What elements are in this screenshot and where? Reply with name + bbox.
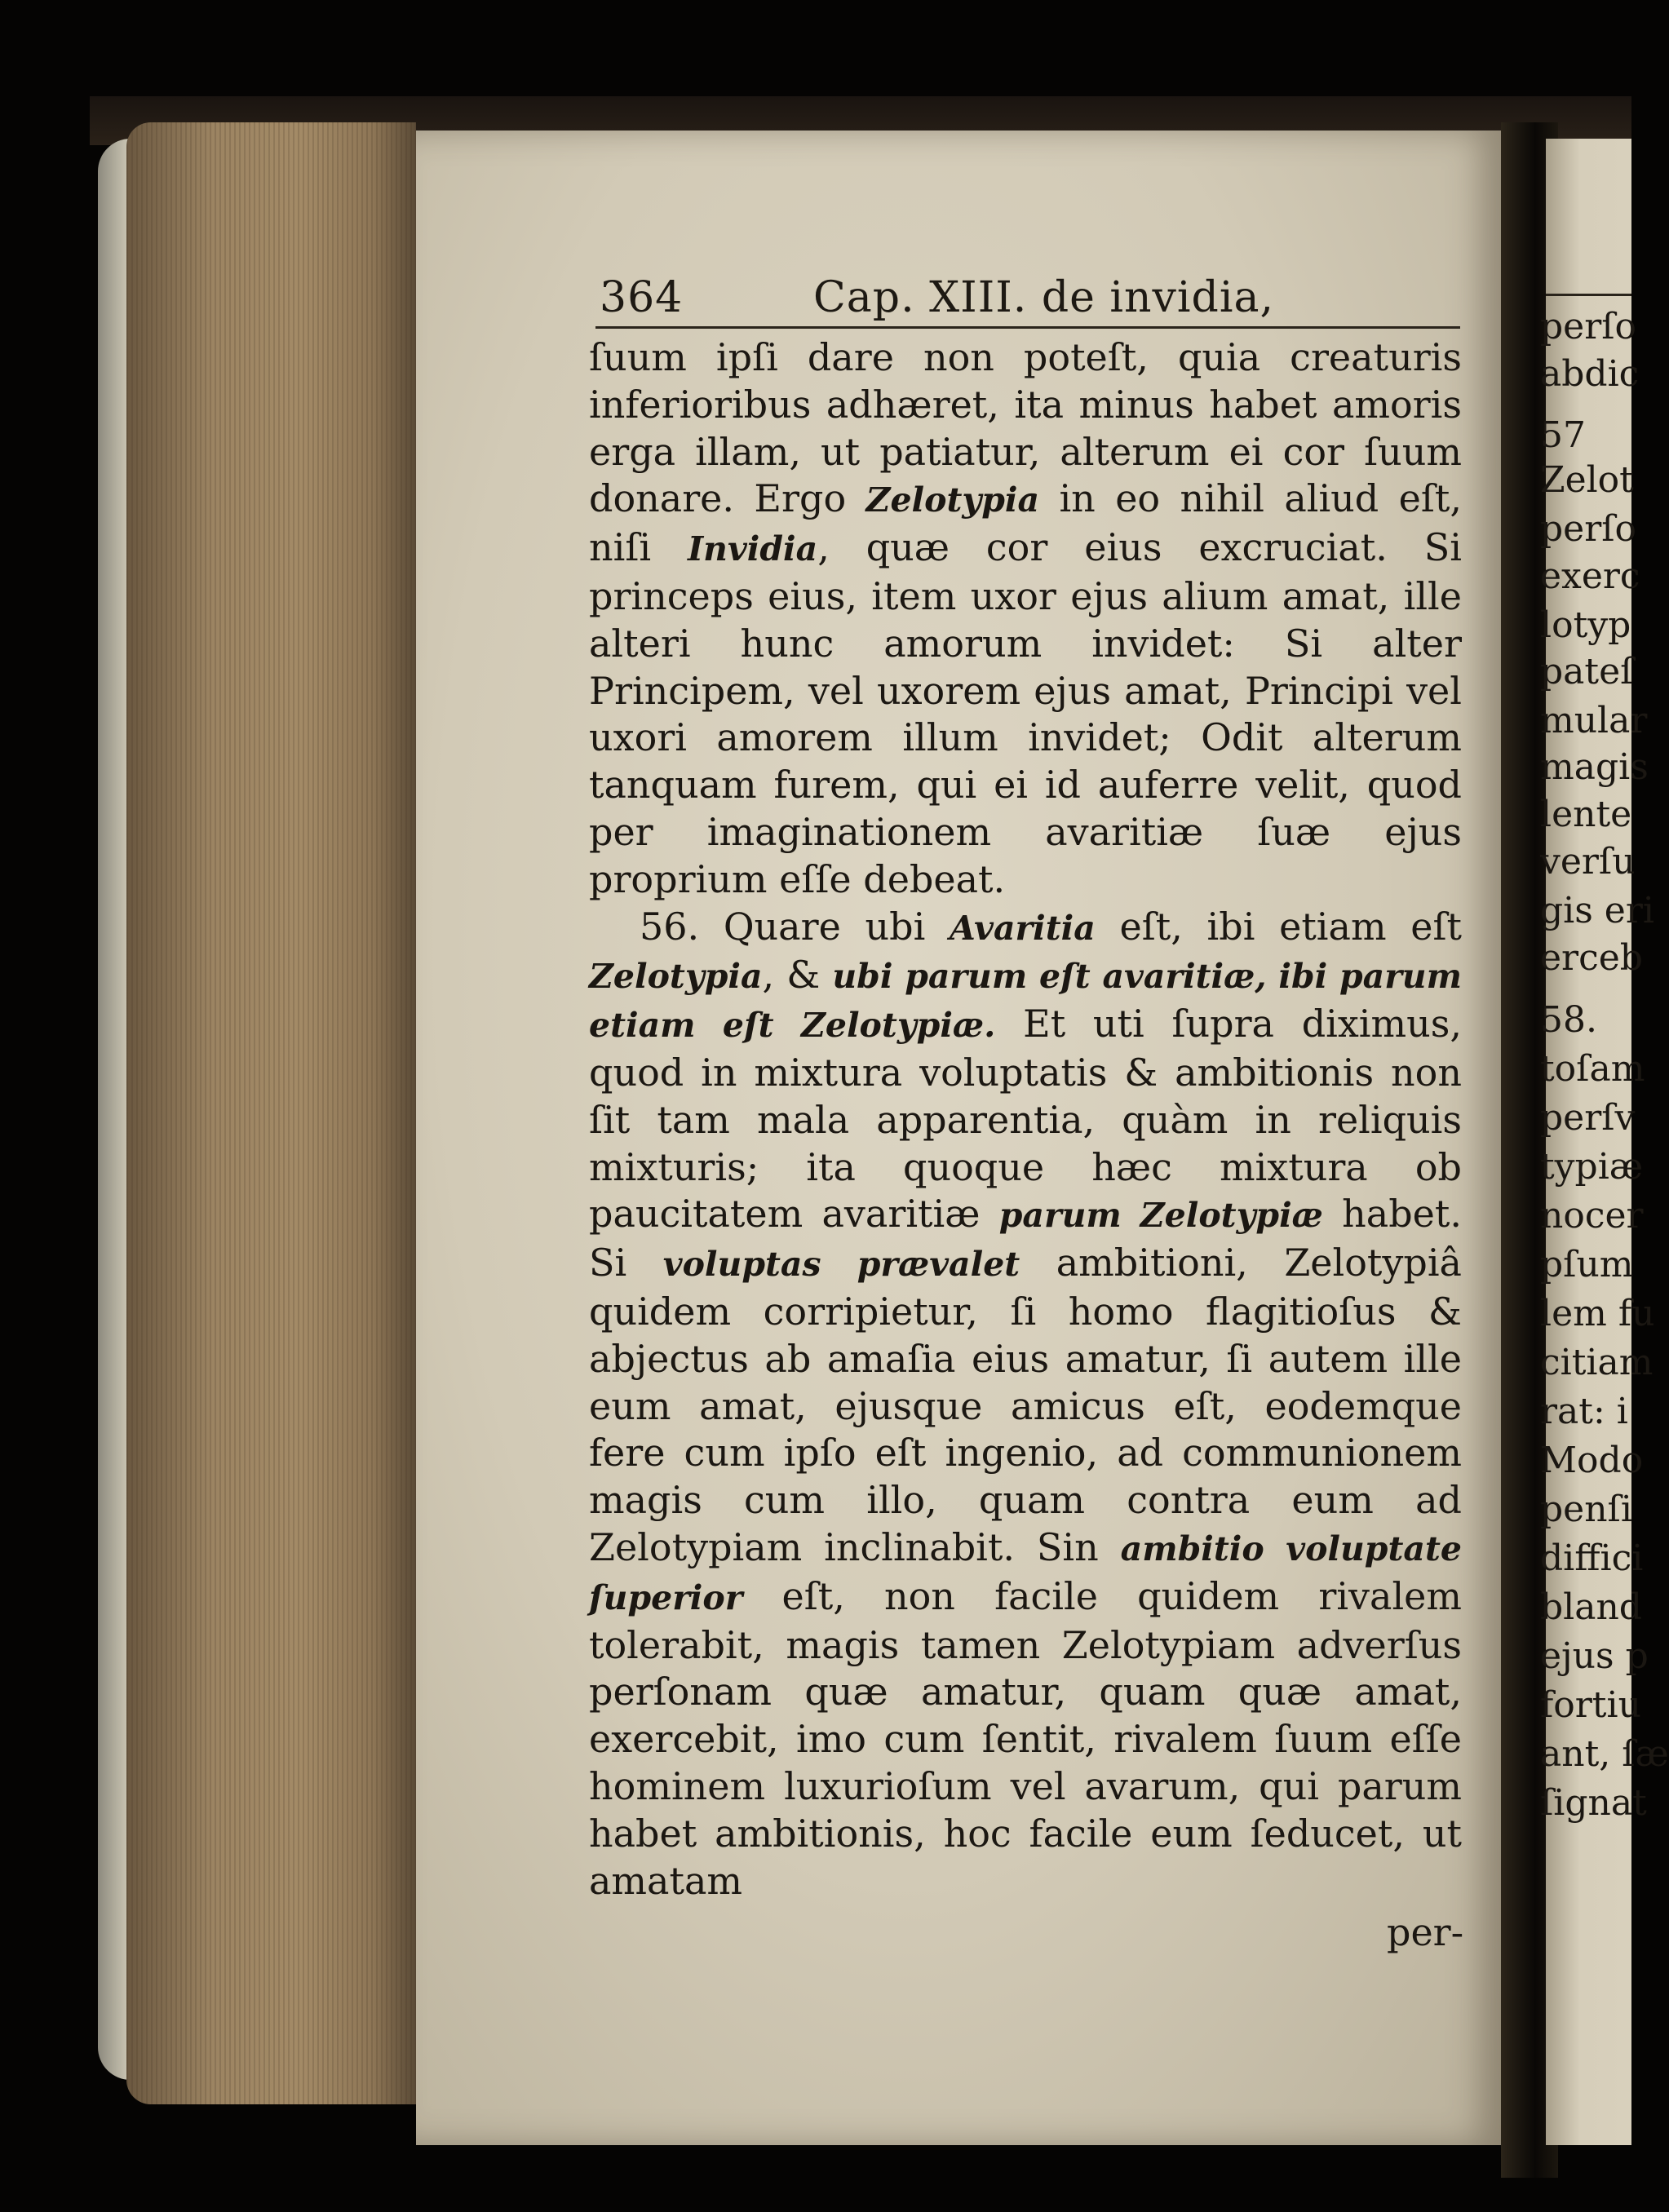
text-run: habet. Si: [589, 1192, 1462, 1285]
right-page-fragment: erceb: [1540, 937, 1643, 979]
right-page-fragment: ſignat: [1540, 1782, 1647, 1824]
page-number: 364: [600, 273, 684, 322]
text-run: , quæ cor eius excruciat. Si princeps eius, item uxor ejus alium amat, ille alteri hunc amorum invidet: Si alter Principem, vel uxorem ejus amat, Principi vel uxori amorem illum invidet; Odit alterum tanquam furem, qui ei id auferre velit, quod per imaginationem avaritiæ ſuæ ejus proprium eſſe debeat.: [589, 525, 1462, 901]
text-run: in eo nihil aliud eſt, niſi: [589, 476, 1462, 570]
right-page-fragment: exerc: [1540, 555, 1640, 597]
italic-run: ubi parum eſt avaritiæ, ibi parum etiam eſt Zelotypiæ.: [589, 957, 1462, 1046]
right-page-fragment: mular: [1540, 700, 1648, 741]
right-page-fragment: penſi: [1540, 1489, 1632, 1530]
right-page-fragment: pſum: [1540, 1244, 1634, 1285]
right-page-header-rule: [1546, 294, 1631, 296]
right-page-fragment: perſo: [1540, 306, 1637, 347]
right-page-fragment: ejus p: [1540, 1635, 1649, 1677]
right-page-fragment: magis: [1540, 746, 1649, 788]
right-page-fragment: bland: [1540, 1586, 1642, 1628]
page-block-edge: [126, 122, 416, 2104]
right-page-fragment: pateſ: [1540, 651, 1634, 692]
text-run: , &: [762, 953, 833, 998]
text-run: eſt, non facile quidem rivalem tolerabit, magis tamen Zelotypiam adverſus perſonam quæ amatur, quam quæ amat, exercebit, imo cum ſentit, rivalem ſuum eſſe hominem luxurioſum vel avarum, qui parum habet ambitionis, hoc facile eum ſeducet, ut amatam: [589, 1573, 1462, 1903]
paragraph: [589, 334, 1462, 904]
right-page-fragment: gis eri: [1540, 890, 1654, 931]
italic-run: ambitio voluptate ſuperior: [589, 1528, 1463, 1617]
right-page-fragment: lotyp: [1540, 604, 1631, 646]
italic-run: Zelotypia: [865, 480, 1040, 520]
right-page-fragment: Zelot: [1540, 459, 1634, 501]
right-page-fragment: Modo: [1540, 1440, 1644, 1481]
catchword: per-: [1387, 1910, 1464, 1954]
italic-run: Zelotypia: [589, 957, 763, 997]
right-page-fragment: nocer: [1540, 1195, 1644, 1237]
text-run: ſuum ipſi dare non poteſt, quia creaturis inferioribus adhæret, ita minus habet amoris erga illam, ut patiatur, alterum ei cor ſuum donare. Ergo: [589, 335, 1462, 521]
right-page-fragment: rat: i: [1540, 1391, 1628, 1432]
right-page-fragment: toſam: [1540, 1048, 1645, 1090]
right-page-fragment: fortiu: [1540, 1684, 1641, 1726]
italic-run: Avaritia: [950, 908, 1096, 948]
right-page-fragment: lem fu: [1540, 1293, 1655, 1334]
text-run: eſt, ibi etiam eſt: [1095, 904, 1462, 949]
italic-run: Invidia: [687, 529, 818, 569]
right-page-fragment: 58.: [1540, 999, 1597, 1041]
right-page-fragment: verſu: [1540, 841, 1636, 883]
right-page-fragment: perſo: [1540, 508, 1637, 550]
italic-run: voluptas prævalet: [662, 1245, 1020, 1285]
running-head-title: Cap. XIII. de invidia,: [813, 273, 1275, 322]
italic-run: parum Zelotypiæ: [998, 1196, 1323, 1236]
right-page-fragment: perſv: [1540, 1097, 1636, 1139]
body-text: [589, 334, 1462, 1905]
right-page-fragment: diffici: [1540, 1537, 1644, 1579]
right-page-fragment: citiam: [1540, 1342, 1654, 1383]
right-page-fragment: ant, ſæ: [1540, 1733, 1669, 1775]
header-rule: [595, 326, 1460, 329]
text-run: Et uti ſupra diximus, quod in mixtura voluptatis & ambitionis non ſit tam mala apparentia, quàm in reliquis mixturis; ita quoque hæc mixtura ob paucitatem avaritiæ: [589, 1002, 1462, 1237]
right-page-fragment: abdic: [1540, 353, 1640, 395]
right-page-fragment: 57: [1540, 414, 1586, 456]
running-header: [600, 273, 1456, 322]
paragraph: [589, 904, 1462, 1905]
right-page-fragment: typiæ: [1540, 1146, 1644, 1188]
text-run: ambitioni, Zelotypiâ quidem corripietur, ſi homo flagitioſus & abjectus ab amaſia eius amatur, ſi autem ille eum amat, ejusque amicus eſt, eodemque fere cum ipſo eſt ingenio, ad communionem magis cum illo, quam contra eum ad Zelotypiam inclinabit. Sin: [589, 1241, 1462, 1569]
right-page-fragment: lente: [1540, 794, 1632, 835]
text-run: 56. Quare ubi: [640, 904, 950, 949]
